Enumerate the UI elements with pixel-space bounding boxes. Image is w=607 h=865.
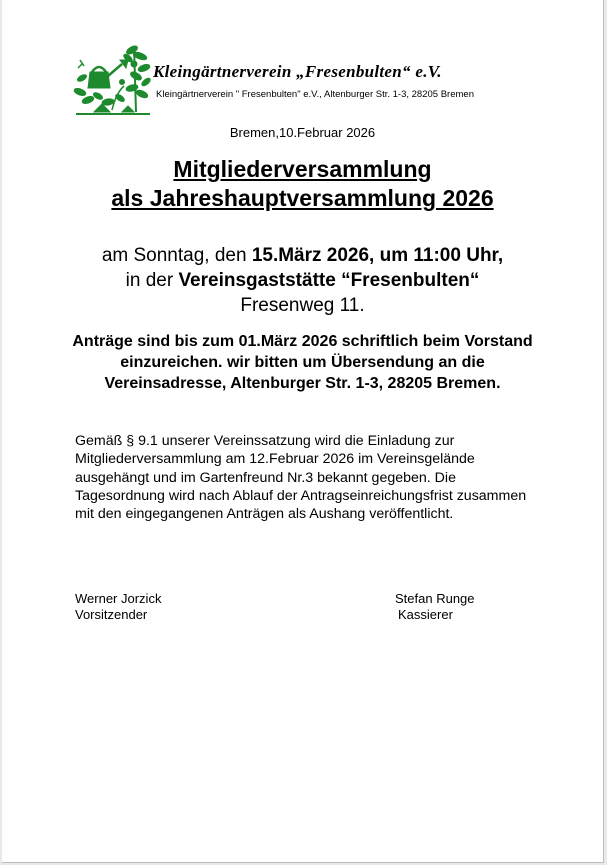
meeting-location-line [2,268,603,293]
meeting-location-prefix: in der [125,270,179,291]
signature-treasurer [395,591,475,623]
title-line-1: Mitgliederversammlung [173,156,432,182]
club-address: Kleingärtnerverein " Fresenbulten" e.V., Altenburger Str. 1-3, 28205 Bremen [156,89,474,100]
meeting-location: Vereinsgaststätte “Fresenbulten“ [178,270,480,291]
title-line-2: als Jahreshauptversammlung 2026 [111,185,494,211]
signature-chairman [75,591,161,623]
signature-role: Vorsitzender [75,607,148,622]
body-paragraph: Gemäß § 9.1 unserer Vereinssatzung wird die Einladung zur Mitgliederversammlung am 12.Februar 2026 im Vereinsgelände ausgehängt und im Gartenfreund Nr.3 bekannt gegeben. Die Tagesordnung wird nach Ablauf der Antragseinreichungsfrist zusammen mit den eingegangenen Anträgen als Aushang veröffentlicht. [75,433,527,523]
document-page [2,0,604,863]
meeting-details [2,243,603,318]
motions-notice: Anträge sind bis zum 01.März 2026 schriftlich beim Vorstand einzureichen. wir bitten um Übersendung an die Vereinsadresse, Altenburger Str. 1-3, 28205 Bremen. [72,333,533,392]
meeting-street: Fresenweg 11. [240,295,365,316]
signature-name: Stefan Runge [395,591,475,606]
club-name: Kleingärtnerverein „Fresenbulten“ e.V. [153,62,442,81]
signature-name: Werner Jorzick [75,591,162,606]
signature-role: Kassierer [398,607,453,622]
document-title [2,155,603,213]
garden-watering-can-logo-icon [72,38,154,118]
meeting-date-line [2,243,603,268]
meeting-date-prefix: am Sonntag, den [101,245,252,266]
meeting-datetime: 15.März 2026, um 11:00 Uhr, [251,245,504,266]
date-line: Bremen,10.Februar 2026 [229,125,376,140]
